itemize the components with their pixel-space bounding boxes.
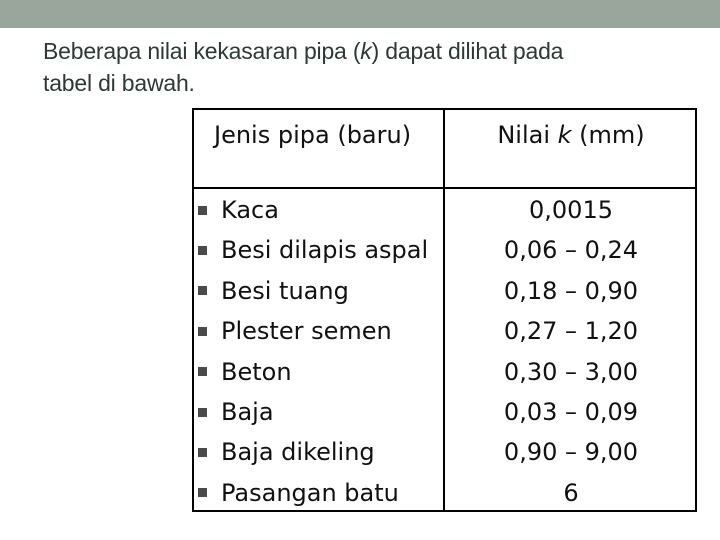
square-bullet-icon	[198, 367, 207, 376]
intro-text-line2: tabel di bawah.	[43, 70, 195, 96]
table-row	[198, 432, 443, 472]
roughness-symbol: k	[360, 38, 372, 64]
pipe-type: Besi dilapis aspal	[221, 236, 429, 265]
square-bullet-icon	[198, 408, 207, 417]
table-row	[198, 230, 443, 270]
intro-text-start: Beberapa nilai kekasaran pipa (	[43, 38, 361, 64]
square-bullet-icon	[198, 286, 207, 295]
k-value: 6	[563, 478, 579, 507]
square-bullet-icon	[198, 488, 207, 497]
pipe-type: Beton	[221, 357, 292, 386]
header-pipe-type: Jenis pipa (baru)	[214, 121, 412, 149]
k-value: 0,27 – 1,20	[503, 317, 639, 346]
k-value: 0,18 – 0,90	[503, 276, 639, 305]
header-k-value-start: Nilai	[497, 121, 558, 149]
square-bullet-icon	[198, 327, 207, 336]
k-value: 0,06 – 0,24	[503, 236, 639, 265]
table-row	[198, 352, 443, 392]
k-value: 0,0015	[529, 196, 613, 224]
header-k-value	[445, 121, 697, 149]
k-value: 0,30 – 3,00	[503, 357, 639, 386]
table-row	[198, 392, 443, 432]
k-value-column	[445, 190, 697, 513]
header-k-symbol: k	[557, 121, 572, 149]
intro-text	[43, 35, 683, 99]
square-bullet-icon	[198, 246, 207, 255]
pipe-type: Baja	[221, 397, 274, 426]
table-row	[198, 311, 443, 351]
pipe-type: Baja dikeling	[221, 438, 375, 467]
k-value: 0,90 – 9,00	[503, 438, 639, 467]
top-banner	[0, 0, 720, 28]
pipe-type: Pasangan batu	[221, 478, 399, 507]
table-row	[198, 473, 443, 513]
intro-text-end: ) dapat dilihat pada	[371, 38, 564, 64]
k-value: 0,03 – 0,09	[503, 397, 639, 426]
pipe-type: Plester semen	[221, 317, 392, 346]
square-bullet-icon	[198, 448, 207, 457]
square-bullet-icon	[198, 206, 207, 215]
pipe-type-column	[198, 190, 443, 513]
header-k-value-unit: (mm)	[571, 121, 645, 149]
table-header-divider	[192, 187, 697, 189]
table-row	[198, 271, 443, 311]
pipe-type: Besi tuang	[221, 276, 349, 305]
table-row	[198, 190, 443, 230]
pipe-type: Kaca	[221, 196, 279, 224]
